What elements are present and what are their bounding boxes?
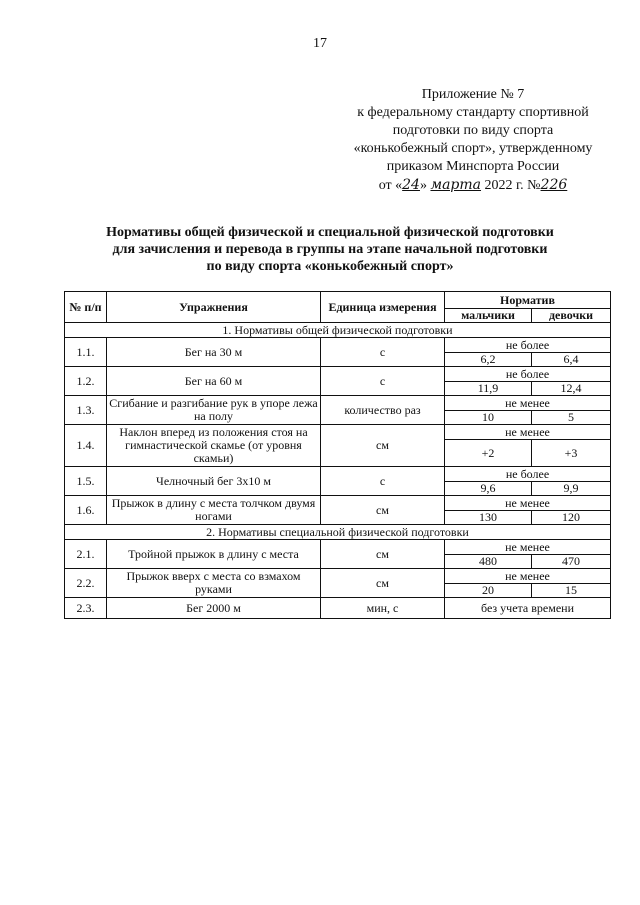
row-unit: с (321, 338, 445, 367)
value-girls: 120 (532, 511, 611, 525)
appendix-line: Приложение № 7 (421, 87, 525, 102)
value-girls: 5 (532, 411, 611, 425)
value-boys: 130 (445, 511, 532, 525)
row-exercise: Бег 2000 м (107, 598, 321, 619)
header-norm: Норматив (445, 292, 611, 309)
value-boys: 11,9 (445, 382, 532, 396)
table-row (65, 569, 611, 584)
row-condition: не более (445, 338, 611, 353)
row-exercise: Прыжок в длину с места толчком двумя ногами (107, 496, 321, 525)
header-girls: девочки (532, 309, 611, 323)
title-line: по виду спорта «конькобежный спорт» (206, 259, 454, 274)
handwritten-month: марта (430, 177, 482, 193)
value-girls: 9,9 (532, 482, 611, 496)
header-unit: Единица измерения (321, 292, 445, 323)
row-condition: не менее (445, 496, 611, 511)
norms-table (64, 291, 611, 619)
row-number: 2.2. (65, 569, 107, 598)
row-condition: не менее (445, 425, 611, 440)
table-row (65, 396, 611, 411)
row-unit: см (321, 496, 445, 525)
table-row (65, 467, 611, 482)
value-girls: 12,4 (532, 382, 611, 396)
order-date-line (318, 176, 628, 195)
row-condition: не менее (445, 569, 611, 584)
row-condition: не менее (445, 540, 611, 555)
row-exercise: Наклон вперед из положения стоя на гимнастической скамье (от уровня скамьи) (107, 425, 321, 467)
order-year: 2022 г. № (484, 178, 541, 193)
table-row (65, 338, 611, 353)
value-boys: 480 (445, 555, 532, 569)
handwritten-day: 24 (402, 177, 420, 193)
title-line: для зачисления и перевода в группы на этапе начальной подготовки (112, 242, 548, 257)
value-boys: 10 (445, 411, 532, 425)
value-girls: 6,4 (532, 353, 611, 367)
table-row (65, 540, 611, 555)
table-row (65, 425, 611, 440)
row-number: 1.5. (65, 467, 107, 496)
row-exercise: Тройной прыжок в длину с места (107, 540, 321, 569)
row-unit: см (321, 569, 445, 598)
row-number: 2.3. (65, 598, 107, 619)
row-exercise: Прыжок вверх с места со взмахом руками (107, 569, 321, 598)
appendix-line: приказом Минспорта России (386, 159, 560, 174)
row-exercise: Сгибание и разгибание рук в упоре лежа на полу (107, 396, 321, 425)
value-girls: 470 (532, 555, 611, 569)
value-boys: 6,2 (445, 353, 532, 367)
row-number: 1.2. (65, 367, 107, 396)
date-separator: » (419, 178, 427, 193)
row-number: 1.1. (65, 338, 107, 367)
value-girls: +3 (532, 440, 611, 467)
row-number: 2.1. (65, 540, 107, 569)
row-exercise: Бег на 60 м (107, 367, 321, 396)
value-boys: 20 (445, 584, 532, 598)
appendix-line: подготовки по виду спорта (392, 123, 554, 138)
row-condition: не менее (445, 396, 611, 411)
header-exercise: Упражнения (107, 292, 321, 323)
row-unit: см (321, 425, 445, 467)
row-number: 1.3. (65, 396, 107, 425)
header-number: № п/п (65, 292, 107, 323)
table-row (65, 496, 611, 511)
value-girls: 15 (532, 584, 611, 598)
row-unit: см (321, 540, 445, 569)
handwritten-order-number: 226 (540, 177, 568, 193)
page-number: 17 (313, 36, 327, 51)
table-row (65, 598, 611, 619)
row-exercise: Бег на 30 м (107, 338, 321, 367)
row-condition: не более (445, 467, 611, 482)
value-boys: +2 (445, 440, 532, 467)
row-value: без учета времени (445, 598, 611, 619)
appendix-line: «конькобежный спорт», утвержденному (353, 141, 593, 156)
row-unit: с (321, 367, 445, 396)
appendix-line: к федеральному стандарту спортивной (357, 105, 589, 120)
row-number: 1.4. (65, 425, 107, 467)
title-line: Нормативы общей физической и специальной физической подготовки (106, 225, 554, 240)
row-unit: количество раз (321, 396, 445, 425)
row-unit: с (321, 467, 445, 496)
value-boys: 9,6 (445, 482, 532, 496)
header-boys: мальчики (445, 309, 532, 323)
section-title: 1. Нормативы общей физической подготовки (65, 323, 611, 338)
section-title: 2. Нормативы специальной физической подготовки (65, 525, 611, 540)
row-exercise: Челночный бег 3х10 м (107, 467, 321, 496)
table-row (65, 367, 611, 382)
row-unit: мин, с (321, 598, 445, 619)
row-condition: не более (445, 367, 611, 382)
appendix-block (318, 86, 628, 195)
date-prefix: от « (378, 178, 403, 193)
row-number: 1.6. (65, 496, 107, 525)
document-title (60, 224, 600, 275)
